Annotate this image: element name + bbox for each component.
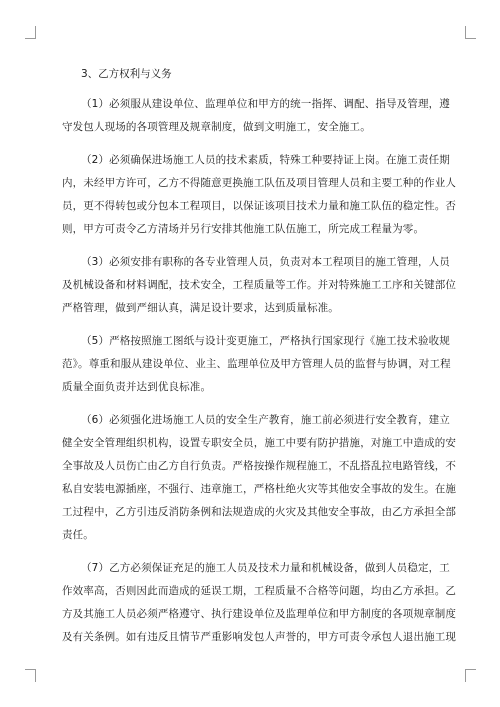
paragraph-line: （3）必须安排有职称的各专业管理人员，负责对本工程项目的施工管理，人员: [81, 256, 450, 268]
paragraph: [62, 330, 451, 399]
paragraph-line: 及有关条例。如有违反且情节严重影响发包人声誉的，甲方可责令承包人退出施工现: [62, 631, 457, 643]
crop-mark-top-right: [465, 26, 476, 39]
paragraph-line: 内，未经甲方许可，乙方不得随意更换施工队伍及项目管理人员和主要工种的作业人: [62, 177, 457, 189]
paragraph-line: （5）严格按照施工图纸与设计变更施工，严格执行国家现行《施工技术验收规: [81, 335, 450, 347]
paragraph-line: 责任。: [62, 529, 94, 541]
paragraph-line: 严格管理，做到严细认真，满足设计要求，达到质量标准。: [62, 302, 339, 314]
paragraph-line: 全事故及人员伤亡由乙方自行负责。严格按操作规程施工，不乱搭乱拉电路管线，不: [62, 460, 457, 472]
paragraph-line: 私自安装电源插座，不强行、违章施工，严格杜绝火灾等其他安全事故的发生。在施: [62, 483, 457, 495]
section-heading: 3、乙方权利与义务: [81, 68, 172, 80]
paragraph: [62, 409, 457, 547]
paragraph-line: 健全安全管理组织机构，设置专职安全员，施工中要有防护措施，对施工中造成的安: [62, 437, 457, 449]
document-body: [62, 66, 457, 649]
paragraph-line: 范》。尊重和服从建设单位、业主、监理单位及甲方管理人员的监督与协调，对工程: [62, 358, 451, 370]
paragraph: [62, 149, 457, 241]
crop-mark-top-left: [25, 26, 36, 39]
paragraph-list: [62, 93, 457, 649]
paragraph-line: （1）必须服从建设单位、监理单位和甲方的统一指挥、调配、指导及管理，遵: [81, 98, 450, 110]
crop-mark-bottom-left: [25, 669, 36, 682]
paragraph-line: 质量全面负责并达到优良标准。: [62, 381, 212, 393]
paragraph-line: 作效率高，否则因此而造成的延误工期，工程质量不合格等问题，均由乙方承担。乙: [62, 585, 457, 597]
paragraph-line: 员，更不得转包或分包本工程项目，以保证该项目技术力量和施工队伍的稳定性。否: [62, 200, 457, 212]
paragraph: [62, 93, 450, 139]
paragraph-line: （6）必须强化进场施工人员的安全生产教育，施工前必须进行安全教育，建立: [81, 414, 450, 426]
paragraph-line: 守发包人现场的各项管理及规章制度，做到文明施工，安全施工。: [62, 121, 371, 133]
paragraph-line: 方及其施工人员必须严格遵守、执行建设单位及监理单位和甲方制度的各项规章制度: [62, 608, 457, 620]
paragraph-line: （2）必须确保进场施工人员的技术素质，特殊工种要持证上岗。在施工责任期: [81, 154, 450, 166]
paragraph: [62, 557, 457, 649]
paragraph-line: 工过程中，乙方引违反消防条例和法规造成的火灾及其他安全事故，由乙方承担全部: [62, 506, 457, 518]
crop-mark-bottom-right: [465, 669, 476, 682]
paragraph-line: 及机械设备和材料调配，技术安全，工程质量等工作。并对特殊施工工序和关键部位: [62, 279, 457, 291]
paragraph: [62, 251, 457, 320]
paragraph-line: （7）乙方必须保证充足的施工人员及技术力量和机械设备，做到人员稳定，工: [81, 562, 450, 574]
paragraph-line: 则，甲方可责令乙方清场并另行安排其他施工队伍施工，所完成工程量为零。: [62, 223, 425, 235]
